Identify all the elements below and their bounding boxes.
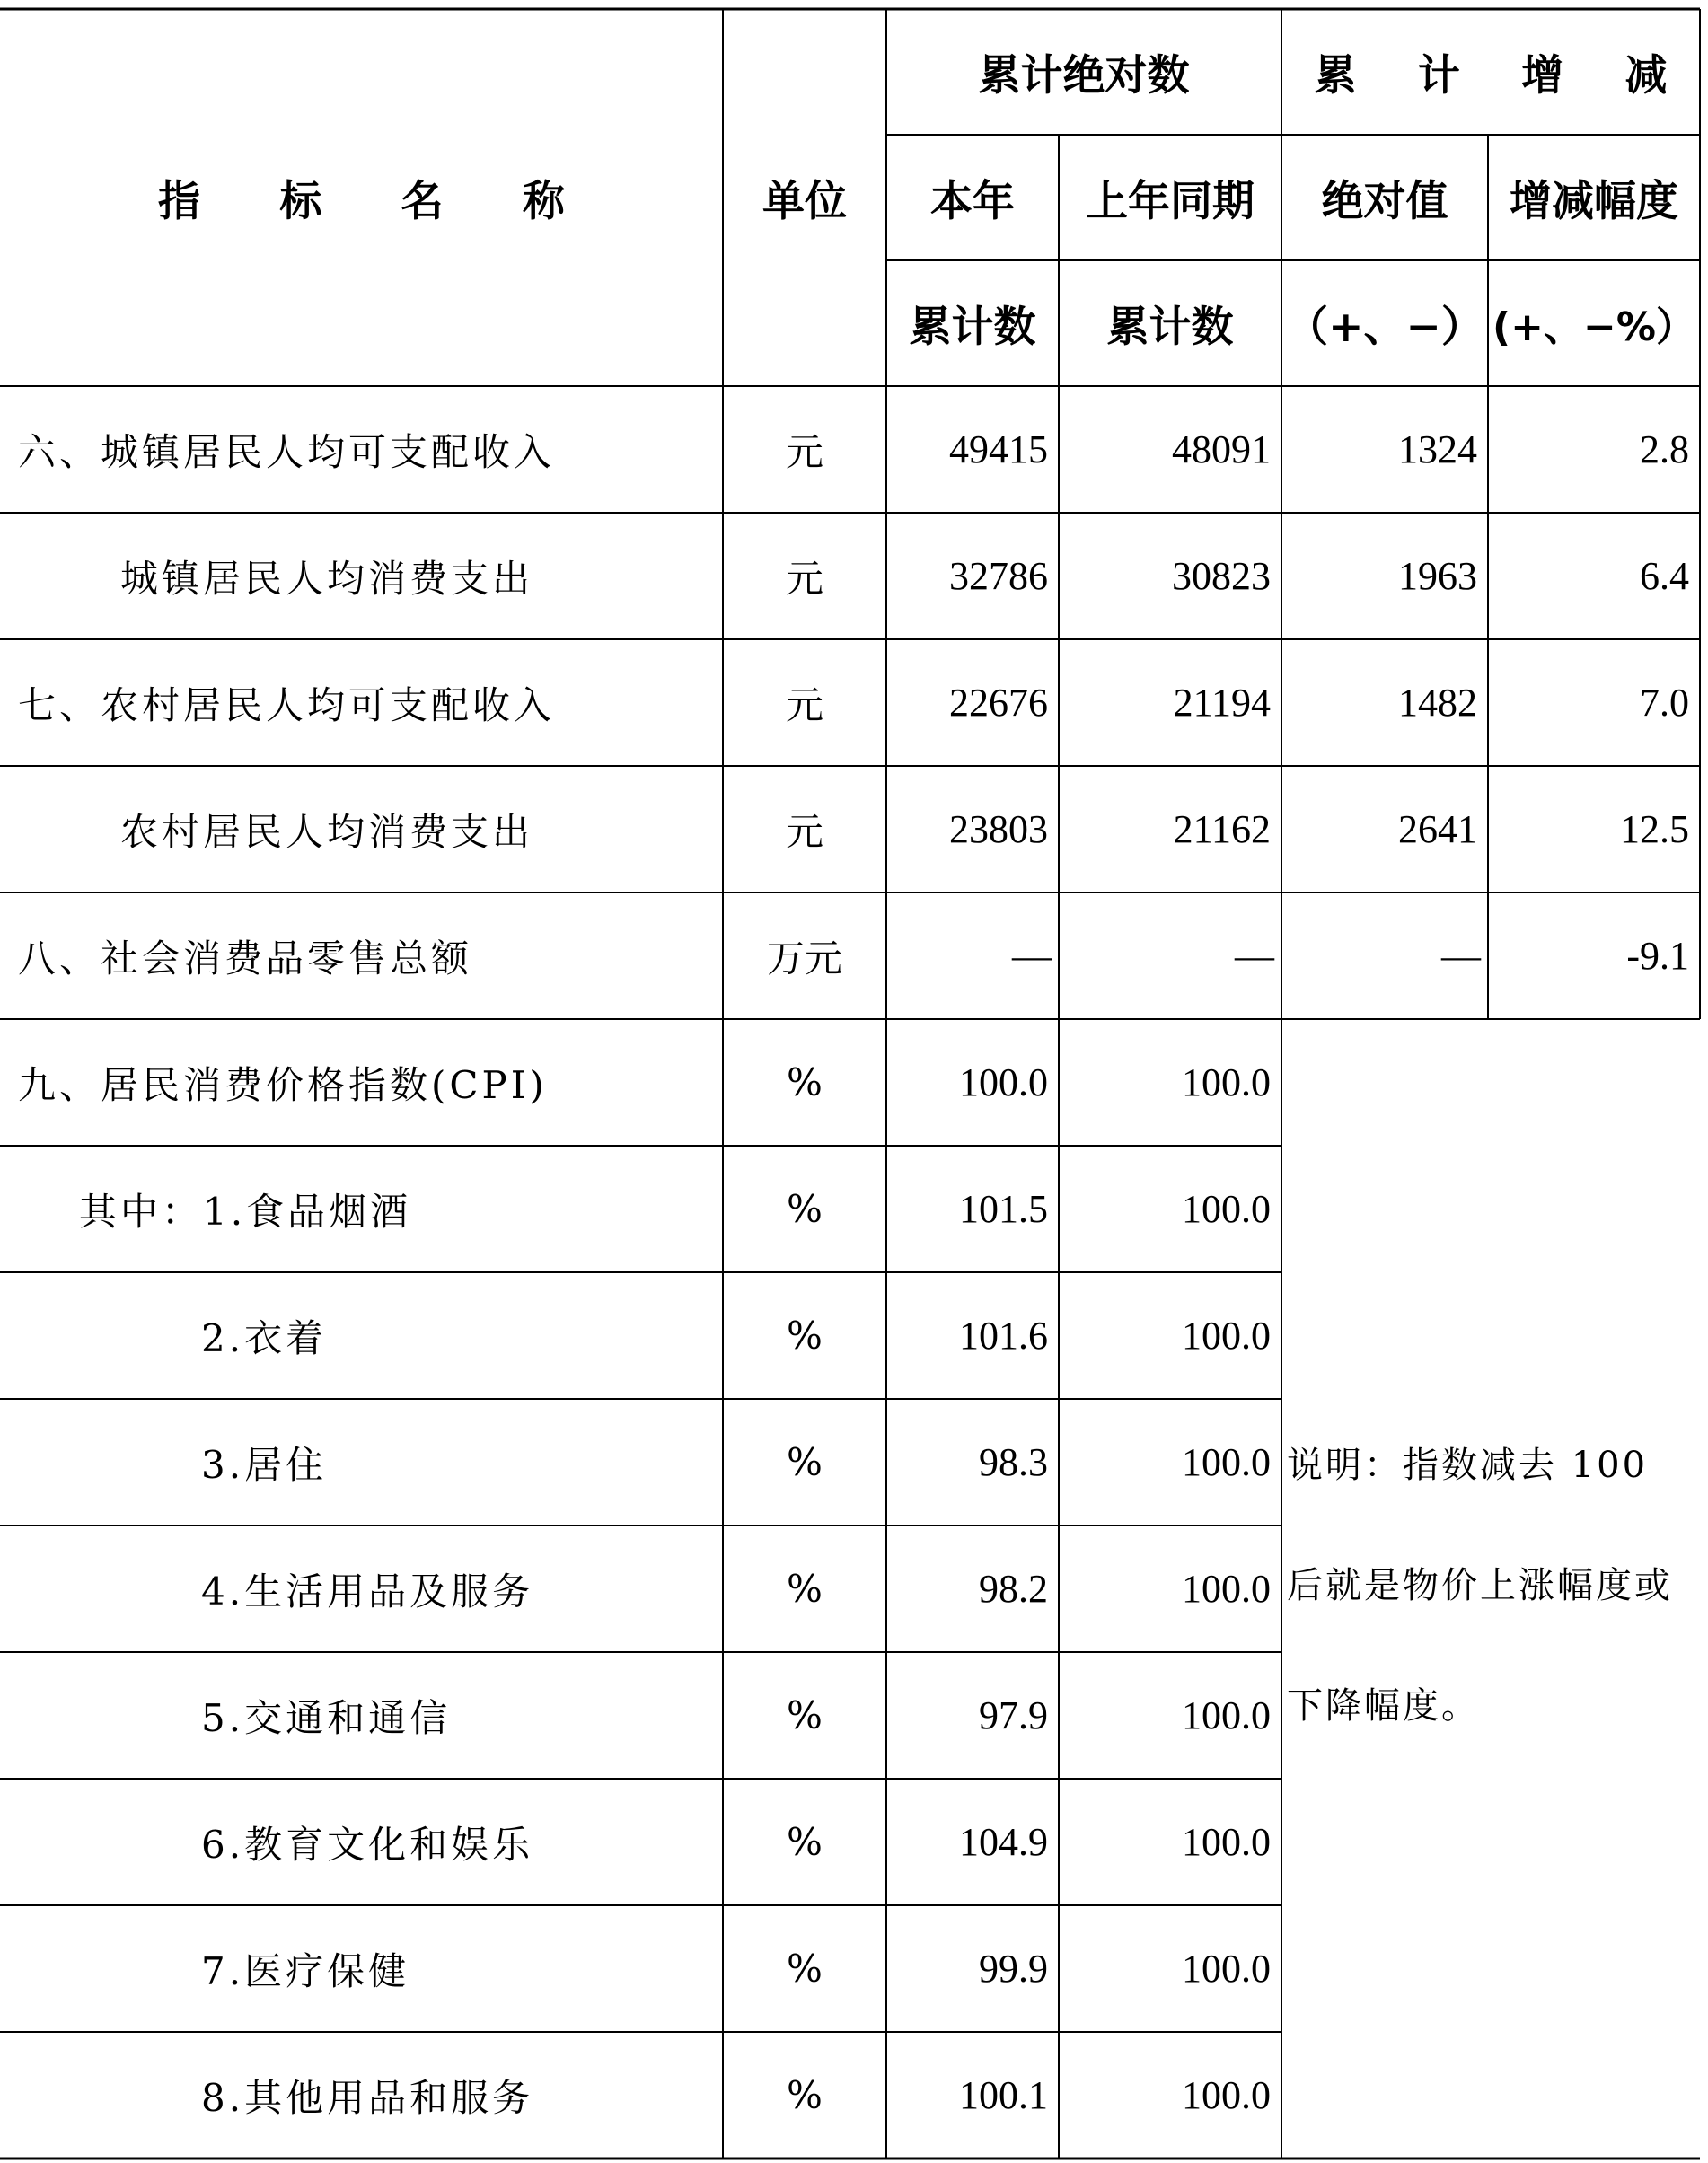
row-this-year: 101.6 xyxy=(959,1314,1048,1358)
row-label: 农村居民人均消费支出 xyxy=(120,809,534,854)
row-this-year: 32786 xyxy=(949,554,1048,598)
row-this-year: 104.9 xyxy=(959,1820,1048,1864)
row-label: 八、社会消费品零售总额 xyxy=(18,936,473,980)
row-this-year: 98.2 xyxy=(979,1567,1048,1611)
row-last-year: 100.0 xyxy=(1182,1820,1271,1864)
header-cumulative-absolute: 累计绝对数 xyxy=(978,50,1190,101)
row-last-year: 100.0 xyxy=(1182,1440,1271,1484)
row-this-year: 97.9 xyxy=(979,1693,1048,1737)
row-rate: 2.8 xyxy=(1640,427,1689,471)
row-label: 六、城镇居民人均可支配收入 xyxy=(18,429,556,474)
row-last-year: — xyxy=(1235,934,1274,978)
row-unit: 元 xyxy=(785,429,823,474)
header-change-rate: 增减幅度 xyxy=(1510,176,1678,226)
row-unit: % xyxy=(787,1314,823,1358)
row-this-year: 23803 xyxy=(949,807,1048,851)
row-last-year: 48091 xyxy=(1172,427,1271,471)
row-label: 6.教育文化和娱乐 xyxy=(201,1822,534,1867)
row-rate: 12.5 xyxy=(1620,807,1689,851)
header-indicator-name: 指 标 名 称 xyxy=(157,176,598,226)
row-last-year: 21162 xyxy=(1173,807,1271,851)
row-last-year: 100.0 xyxy=(1182,1947,1271,1991)
row-last-year: 100.0 xyxy=(1182,1060,1271,1104)
row-last-year: 21194 xyxy=(1173,681,1271,725)
row-this-year: 100.0 xyxy=(959,1060,1048,1104)
row-unit: % xyxy=(787,1187,823,1231)
row-unit: % xyxy=(787,1440,823,1484)
header-this-year: 本年 xyxy=(930,176,1015,226)
row-absolute: 1324 xyxy=(1398,427,1477,471)
row-last-year: 100.0 xyxy=(1182,2073,1271,2117)
row-label: 8.其他用品和服务 xyxy=(201,2075,534,2120)
row-last-year: 100.0 xyxy=(1182,1314,1271,1358)
header-absolute-value: 绝对值 xyxy=(1321,176,1448,226)
header-absolute-sign: （+、−） xyxy=(1286,302,1483,352)
header-cumulative-change: 累 计 增 减 xyxy=(1314,50,1691,101)
row-unit: 元 xyxy=(785,809,823,854)
row-this-year: 101.5 xyxy=(959,1187,1048,1231)
header-unit: 单位 xyxy=(762,176,847,226)
row-absolute: — xyxy=(1441,934,1481,978)
row-label: 5.交通和通信 xyxy=(201,1695,452,1740)
row-label: 4.生活用品及服务 xyxy=(201,1569,534,1613)
row-last-year: 30823 xyxy=(1172,554,1271,598)
row-label: 城镇居民人均消费支出 xyxy=(120,556,534,601)
header-last-year-cumulative: 累计数 xyxy=(1106,302,1234,352)
row-this-year: 98.3 xyxy=(979,1440,1048,1484)
row-last-year: 100.0 xyxy=(1182,1567,1271,1611)
row-unit: % xyxy=(787,2073,823,2117)
row-this-year: 99.9 xyxy=(979,1947,1048,1991)
row-absolute: 2641 xyxy=(1398,807,1477,851)
row-unit: % xyxy=(787,1693,823,1737)
header-rate-sign: (+、−%） xyxy=(1492,304,1695,350)
row-this-year: 100.1 xyxy=(959,2073,1048,2117)
row-unit: % xyxy=(787,1947,823,1991)
row-unit: % xyxy=(787,1567,823,1611)
row-this-year: 49415 xyxy=(949,427,1048,471)
row-rate: 6.4 xyxy=(1640,554,1689,598)
row-unit: % xyxy=(787,1820,823,1864)
row-rate: 7.0 xyxy=(1640,681,1689,725)
row-this-year: — xyxy=(1012,934,1052,978)
row-label: 九、居民消费价格指数(CPI) xyxy=(18,1062,548,1107)
header-this-year-cumulative: 累计数 xyxy=(909,302,1036,352)
row-label: 七、农村居民人均可支配收入 xyxy=(18,682,556,727)
row-absolute: 1963 xyxy=(1398,554,1477,598)
row-label: 7.医疗保健 xyxy=(201,1948,410,1993)
row-absolute: 1482 xyxy=(1398,681,1477,725)
row-unit: 万元 xyxy=(766,936,842,980)
row-label: 2.衣着 xyxy=(201,1315,328,1360)
header-same-period-last-year: 上年同期 xyxy=(1086,176,1255,226)
row-rate: -9.1 xyxy=(1626,934,1689,978)
row-unit: % xyxy=(787,1060,823,1104)
row-last-year: 100.0 xyxy=(1182,1187,1271,1231)
row-unit: 元 xyxy=(785,682,823,727)
row-unit: 元 xyxy=(785,556,823,601)
row-last-year: 100.0 xyxy=(1182,1693,1271,1737)
row-label: 其中：1.食品烟酒 xyxy=(79,1189,412,1234)
row-label: 3.居住 xyxy=(201,1442,328,1487)
note-text: 说明：指数减去 100 后就是物价上涨幅度或下降幅度。 xyxy=(1287,1445,1673,1727)
row-this-year: 22676 xyxy=(949,681,1048,725)
